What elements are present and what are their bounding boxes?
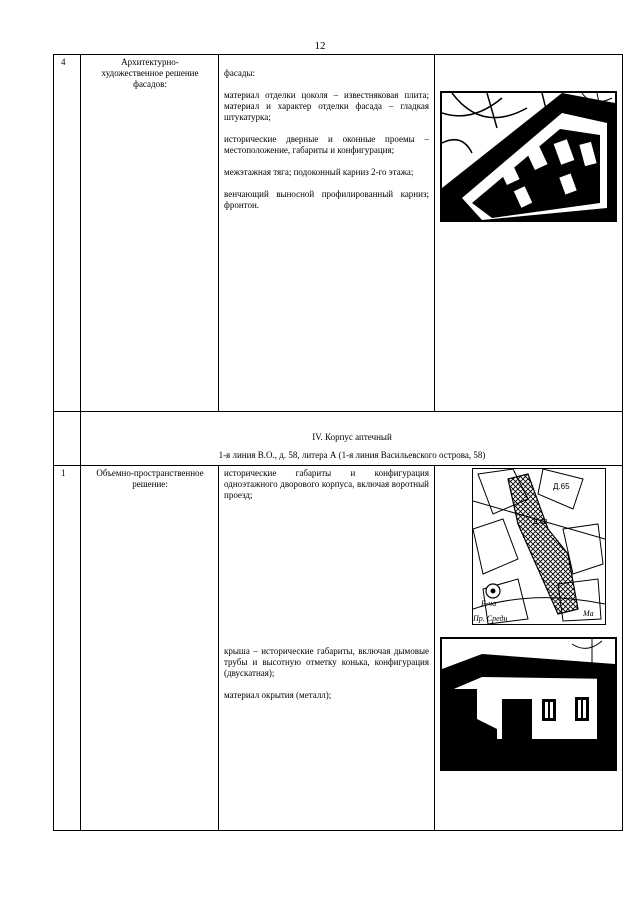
item-description [224, 68, 429, 222]
desc-line: крыша – исторические габариты, включая дымовые трубы и высотную отметку конька, конфигурация (двускатная); [224, 646, 429, 678]
map-label: Д.65 [553, 482, 570, 491]
map-label: Пр. Средн [473, 614, 508, 623]
item-description [224, 646, 429, 712]
table-border-top [53, 54, 623, 55]
courtyard-photo [440, 637, 617, 771]
page-number: 12 [314, 40, 326, 52]
site-plan-map [472, 468, 606, 625]
desc-line: фасады: [224, 68, 256, 78]
desc-line: венчающий выносной профилированный карниз; фронтон. [224, 189, 429, 210]
desc-line: материал окрытия (металл); [224, 690, 332, 700]
column-divider [434, 465, 435, 831]
column-divider [218, 465, 219, 831]
heritage-table [53, 54, 623, 831]
section-address: 1-я линия В.О., д. 58, литера А (1-я линия Васильевского острова, 58) [218, 450, 486, 460]
column-divider [434, 54, 435, 411]
section-title: IV. Корпус аптечный [312, 432, 392, 442]
desc-line: материал отделки цоколя – известняковая плита; материал и характер отделки фасада – гладкая штукатурка; [224, 90, 429, 122]
item-name: Архитектурно-художественное решение фасадов: [101, 57, 199, 89]
desc-line: межэтажная тяга; подоконный карниз 2-го этажа; [224, 167, 414, 177]
row-divider [53, 465, 623, 466]
table-border-left [53, 54, 54, 831]
column-divider [218, 54, 219, 411]
table-border-bottom [53, 830, 623, 831]
item-description [224, 468, 429, 512]
row-number: 1 [61, 468, 66, 478]
row-number: 4 [61, 57, 66, 67]
row-divider [53, 411, 623, 412]
map-label: Д.62 [533, 519, 548, 526]
desc-line: исторические габариты и конфигурация одноэтажного дворового корпуса, включая воротный проезд; [224, 468, 429, 500]
map-label: Ma [583, 609, 594, 618]
map-label: Б-ча [481, 599, 497, 608]
desc-line: исторические дверные и оконные проемы – местоположение, габариты и конфигурация; [224, 134, 429, 155]
building-facade-photo [440, 91, 617, 222]
item-name: Объемно-пространственное решение: [96, 468, 204, 489]
